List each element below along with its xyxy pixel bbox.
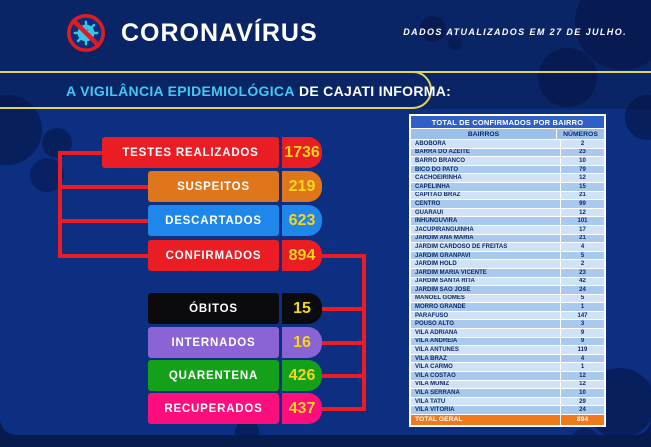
bairro-name: JARDIM SANTA RITA bbox=[415, 278, 475, 285]
stat-confirmados bbox=[148, 240, 322, 271]
banner-text bbox=[66, 72, 451, 109]
connector-line bbox=[322, 407, 362, 411]
stat-label: ÓBITOS bbox=[148, 293, 279, 324]
connector-line bbox=[322, 341, 362, 345]
table-row bbox=[411, 242, 604, 251]
stat-value: 219 bbox=[282, 171, 322, 202]
table-row bbox=[411, 285, 604, 294]
table-row bbox=[411, 311, 604, 320]
bairro-count: 5 bbox=[560, 252, 604, 260]
stat-label: DESCARTADOS bbox=[148, 205, 279, 236]
bairro-name: MANOEL GOMES bbox=[415, 295, 465, 302]
stat-value: 1736 bbox=[282, 137, 322, 168]
table-row bbox=[411, 199, 604, 208]
connector-line bbox=[322, 374, 362, 378]
table-row bbox=[411, 380, 604, 389]
bairro-count: 1 bbox=[560, 303, 604, 311]
stat-recuperados bbox=[148, 393, 322, 424]
connector-line bbox=[58, 185, 148, 189]
bairro-count: 23 bbox=[560, 269, 604, 277]
bairro-name: VILA TATU bbox=[415, 398, 446, 405]
connector-line bbox=[362, 254, 366, 411]
bairro-name: POUSO ALTO bbox=[415, 321, 454, 328]
table-row bbox=[411, 362, 604, 371]
bairro-count: 23 bbox=[560, 149, 604, 157]
stat-internados bbox=[148, 327, 322, 358]
bairro-table-title: TOTAL DE CONFIRMADOS POR BAIRRO bbox=[411, 116, 604, 128]
stat-label: CONFIRMADOS bbox=[148, 240, 279, 271]
table-row bbox=[411, 234, 604, 243]
stat-quarentena bbox=[148, 360, 322, 391]
bairro-name: JARDIM CARDOSO DE FREITAS bbox=[415, 243, 508, 250]
bairro-name: JARDIM HOLD bbox=[415, 261, 457, 268]
stat-descartados bbox=[148, 205, 322, 236]
bairro-name: VILA CARMO bbox=[415, 364, 453, 371]
bairro-table-header bbox=[411, 128, 604, 139]
table-row bbox=[411, 173, 604, 182]
stat-value: 426 bbox=[282, 360, 322, 391]
stat-label: SUSPEITOS bbox=[148, 171, 279, 202]
table-row bbox=[411, 371, 604, 380]
banner-rest: DE CAJATI INFORMA: bbox=[294, 82, 452, 99]
stat-value: 15 bbox=[282, 293, 322, 324]
bairro-count: 12 bbox=[560, 372, 604, 380]
bairro-count: 119 bbox=[560, 346, 604, 354]
connector-line bbox=[58, 254, 148, 258]
bairro-count: 24 bbox=[560, 286, 604, 294]
table-row bbox=[411, 388, 604, 397]
table-row bbox=[411, 182, 604, 191]
table-row bbox=[411, 294, 604, 303]
bairro-name: INHUNGUVIRA bbox=[415, 218, 458, 225]
bairro-name: JACUPIRANGUINHA bbox=[415, 226, 474, 233]
connector-line bbox=[58, 151, 102, 155]
stat-suspeitos bbox=[148, 171, 322, 202]
table-row bbox=[411, 139, 604, 148]
stat-value: 894 bbox=[282, 240, 322, 271]
bairro-name: CAPITÃO BRAZ bbox=[415, 192, 461, 199]
bairro-count: 9 bbox=[560, 329, 604, 337]
table-row bbox=[411, 337, 604, 346]
bairro-name: VILA SERRANA bbox=[415, 390, 460, 397]
table-row bbox=[411, 328, 604, 337]
app-title: CORONAVÍRUS bbox=[121, 19, 318, 47]
table-row bbox=[411, 191, 604, 200]
bairro-table bbox=[409, 114, 606, 427]
bairro-name: JARDIM SÃO JOSÉ bbox=[415, 286, 471, 293]
table-row bbox=[411, 216, 604, 225]
bairro-name: MORRO GRANDE bbox=[415, 304, 466, 311]
table-row bbox=[411, 302, 604, 311]
table-row bbox=[411, 148, 604, 157]
table-row bbox=[411, 259, 604, 268]
last-updated-text: DADOS ATUALIZADOS EM 27 DE JULHO. bbox=[403, 27, 627, 37]
table-row bbox=[411, 405, 604, 414]
total-value: 894 bbox=[560, 415, 604, 425]
bairro-count: 1 bbox=[560, 363, 604, 371]
bairro-count: 79 bbox=[560, 166, 604, 174]
connector-line bbox=[322, 307, 362, 311]
bairro-count: 24 bbox=[560, 406, 604, 414]
bairro-name: CENTRO bbox=[415, 200, 441, 207]
bairro-count: 4 bbox=[560, 355, 604, 363]
column-header-bairros: BAIRROS bbox=[467, 130, 500, 138]
stat-value: 16 bbox=[282, 327, 322, 358]
total-label: TOTAL GERAL bbox=[415, 416, 463, 424]
bairro-name: CACHOEIRINHA bbox=[415, 175, 462, 182]
table-row bbox=[411, 277, 604, 286]
bairro-table-body bbox=[411, 139, 604, 414]
bairro-count: 99 bbox=[560, 200, 604, 208]
bairro-count: 10 bbox=[560, 157, 604, 165]
table-row bbox=[411, 208, 604, 217]
stat-label: RECUPERADOS bbox=[148, 393, 279, 424]
bairro-name: JARDIM ANA MARIA bbox=[415, 235, 474, 242]
no-coronavirus-icon bbox=[66, 13, 106, 53]
bairro-count: 12 bbox=[560, 381, 604, 389]
bairro-name: BARRO BRANCO bbox=[415, 157, 465, 164]
bairro-table-total-row bbox=[411, 414, 604, 425]
connector-line bbox=[58, 219, 148, 223]
stat-label: TESTES REALIZADOS bbox=[102, 137, 279, 168]
stat-label: INTERNADOS bbox=[148, 327, 279, 358]
table-row bbox=[411, 251, 604, 260]
table-row bbox=[411, 354, 604, 363]
bairro-count: 42 bbox=[560, 278, 604, 286]
table-row bbox=[411, 165, 604, 174]
connector-line bbox=[322, 254, 366, 258]
bairro-count: 5 bbox=[560, 295, 604, 303]
bairro-count: 17 bbox=[560, 226, 604, 234]
bairro-name: VILA BRAZ bbox=[415, 355, 447, 362]
bairro-count: 12 bbox=[560, 209, 604, 217]
banner-highlight: A VIGILÂNCIA EPIDEMIOLÓGICA bbox=[66, 82, 295, 99]
bairro-count: 9 bbox=[560, 338, 604, 346]
stat-testes-realizados bbox=[102, 137, 322, 168]
table-row bbox=[411, 345, 604, 354]
bairro-name: BICO DO PATO bbox=[415, 166, 459, 173]
bairro-count: 3 bbox=[560, 320, 604, 328]
table-row bbox=[411, 397, 604, 406]
stat-label: QUARENTENA bbox=[148, 360, 279, 391]
stat-obitos bbox=[148, 293, 322, 324]
bairro-name: VILA MUNIZ bbox=[415, 381, 450, 388]
bairro-count: 2 bbox=[560, 140, 604, 148]
bairro-name: VILA ANTUNES bbox=[415, 347, 459, 354]
bairro-name: JARDIM GRANPAVI bbox=[415, 252, 471, 259]
bairro-count: 2 bbox=[560, 260, 604, 268]
table-row bbox=[411, 319, 604, 328]
bairro-name: PARAFUSO bbox=[415, 312, 449, 319]
bairro-count: 147 bbox=[560, 312, 604, 320]
bairro-count: 101 bbox=[560, 217, 604, 225]
bairro-count: 4 bbox=[560, 243, 604, 251]
bairro-name: GUARAÚI bbox=[415, 209, 443, 216]
column-header-numeros: NÚMEROS bbox=[556, 129, 604, 139]
table-row bbox=[411, 156, 604, 165]
bairro-name: CAPELINHA bbox=[415, 183, 451, 190]
table-row bbox=[411, 268, 604, 277]
bairro-name: VILA COSTÃO bbox=[415, 372, 456, 379]
bairro-count: 12 bbox=[560, 174, 604, 182]
bairro-count: 10 bbox=[560, 389, 604, 397]
bairro-name: ABÓBORA bbox=[415, 140, 446, 147]
bairro-count: 21 bbox=[560, 235, 604, 243]
stat-value: 623 bbox=[282, 205, 322, 236]
bairro-count: 29 bbox=[560, 398, 604, 406]
bairro-name: VILA ANDREIA bbox=[415, 338, 458, 345]
bairro-name: BARRA DO AZEITE bbox=[415, 149, 470, 156]
bairro-count: 15 bbox=[560, 183, 604, 191]
bairro-name: JARDIM MARIA VICENTE bbox=[415, 269, 487, 276]
connector-line bbox=[58, 151, 62, 258]
bairro-name: VILA ADRIANA bbox=[415, 329, 458, 336]
bairro-count: 21 bbox=[560, 192, 604, 200]
bairro-name: VILA VITÓRIA bbox=[415, 407, 455, 414]
stat-value: 437 bbox=[282, 393, 322, 424]
table-row bbox=[411, 225, 604, 234]
